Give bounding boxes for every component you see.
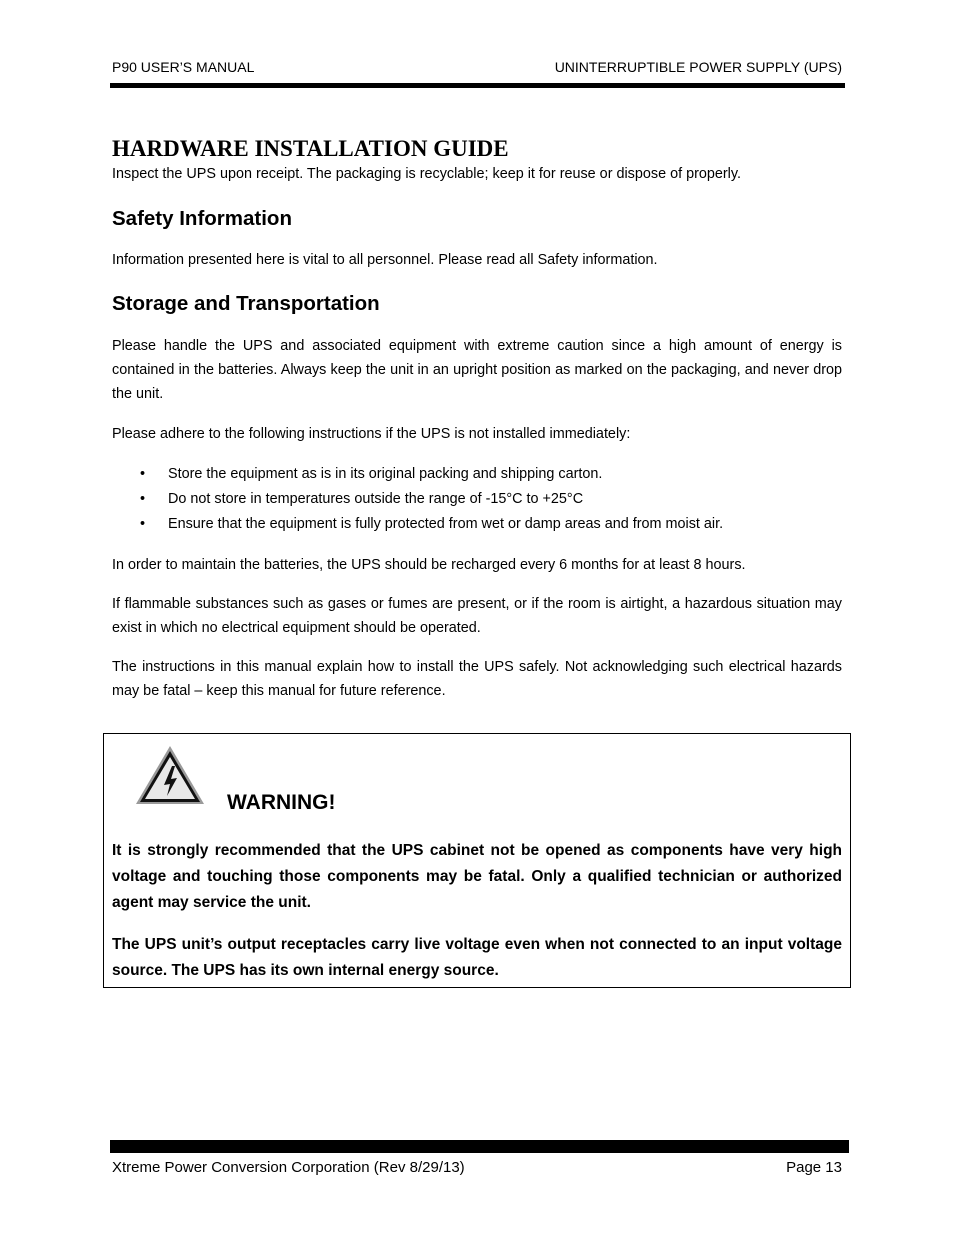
- warning-text-receptacles: The UPS unit’s output receptacles carry live voltage even when not connected to an input voltage source. The UPS has its own internal energy source.: [112, 936, 842, 979]
- intro-text: Inspect the UPS upon receipt. The packaging is recyclable; keep it for reuse or dispose of properly.: [112, 166, 741, 182]
- list-item: • Do not store in temperatures outside the range of -15°C to +25°C: [112, 487, 842, 512]
- storage-heading: Storage and Transportation: [112, 292, 380, 315]
- manual-reference-text: The instructions in this manual explain how to install the UPS safely. Not acknowledging such electrical hazards may be fatal – keep this manual for future reference.: [112, 659, 842, 699]
- safety-heading: Safety Information: [112, 207, 292, 230]
- header-product-title: UNINTERRUPTIBLE POWER SUPPLY (UPS): [554, 59, 842, 75]
- bullet-icon: •: [140, 491, 146, 507]
- flammable-warning-text: If flammable substances such as gases or fumes are present, or if the room is airtight, a hazardous situation may exist in which no electrical equipment should be operated.: [112, 596, 842, 636]
- page-content: [112, 134, 842, 703]
- storage-instructions-list: [112, 462, 842, 537]
- bullet-icon: •: [140, 516, 146, 532]
- footer-company: Xtreme Power Conversion Corporation (Rev 8/29/13): [112, 1159, 465, 1176]
- warning-title: WARNING!: [227, 791, 336, 814]
- list-item: • Store the equipment as is in its original packing and shipping carton.: [112, 462, 842, 487]
- storage-instructions-intro: Please adhere to the following instructions if the UPS is not installed immediately:: [112, 426, 631, 442]
- header-manual-title: P90 USER’S MANUAL: [112, 59, 255, 75]
- footer-divider: [110, 1140, 849, 1153]
- warning-text-cabinet: It is strongly recommended that the UPS cabinet not be opened as components have very high voltage and touching those components may be fatal. Only a qualified technician or authorized agent may service the unit.: [112, 842, 842, 911]
- storage-paragraph: Please handle the UPS and associated equipment with extreme caution since a high amount of energy is contained in the batteries. Always keep the unit in an upright position as marked on the packaging, and never drop the unit.: [112, 338, 842, 402]
- battery-maintenance-text: In order to maintain the batteries, the UPS should be recharged every 6 months for at least 8 hours.: [112, 557, 746, 573]
- safety-text: Information presented here is vital to all personnel. Please read all Safety information.: [112, 252, 658, 268]
- warning-box: [103, 733, 851, 988]
- high-voltage-warning-icon: [134, 742, 206, 806]
- page-title: HARDWARE INSTALLATION GUIDE: [112, 136, 509, 161]
- list-item: • Ensure that the equipment is fully protected from wet or damp areas and from moist air.: [112, 512, 842, 537]
- bullet-icon: •: [140, 466, 146, 482]
- page-number: Page 13: [786, 1159, 842, 1176]
- header-divider: [110, 83, 845, 88]
